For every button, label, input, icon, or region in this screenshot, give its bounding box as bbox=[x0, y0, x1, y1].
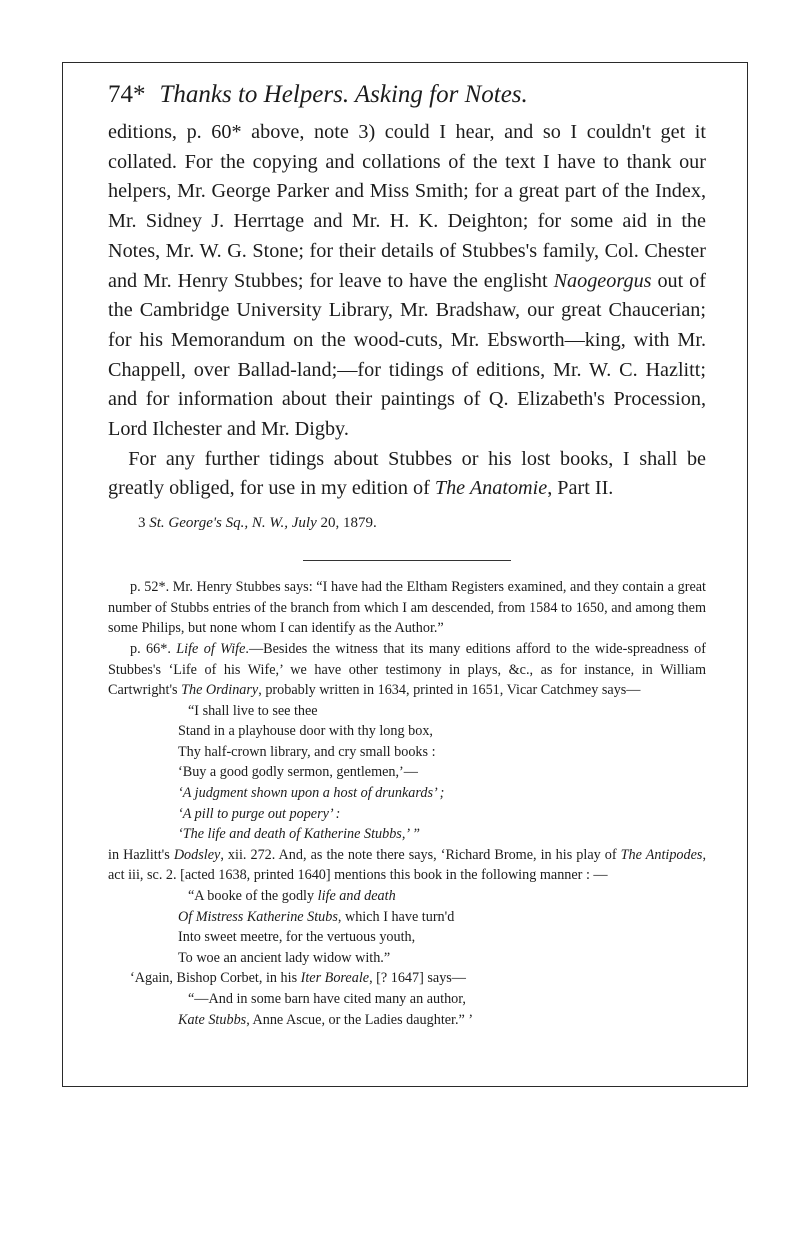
text-run: , act iii, sc. 2. [acted 1638, printed 1640] mentions this book in the following manner : — bbox=[108, 846, 706, 884]
italic-line: ‘A pill to purge out popery’ : bbox=[178, 805, 341, 822]
verse-line bbox=[188, 886, 706, 907]
verse-line: “I shall live to see thee bbox=[188, 702, 318, 719]
book-page bbox=[108, 78, 706, 1030]
note-p52: p. 52*. Mr. Henry Stubbes says: “I have had the Eltham Registers examined, and they contain a great number of Stubbs entries of the branch from which I am descended, from 1584 to 1650, and among them some Philips, but none whom I can identify as the Author.” bbox=[108, 579, 706, 637]
text-run: in Hazlitt's bbox=[108, 846, 174, 863]
verse-line: ‘Buy a good godly sermon, gentlemen,’— bbox=[178, 764, 418, 781]
text-run: , which I have turn'd bbox=[337, 908, 455, 925]
verse-line bbox=[178, 1010, 706, 1031]
note-corbet bbox=[108, 968, 706, 989]
note-hazlitt bbox=[108, 845, 706, 886]
verse-cartwright bbox=[178, 701, 706, 845]
verse-line bbox=[178, 783, 706, 804]
italic-title: life and death bbox=[317, 888, 396, 905]
text-run: , xii. 272. And, as the note there says, ‘Richard Brome, in his play of bbox=[220, 846, 621, 863]
text-run: , Anne Ascue, or the Ladies daughter.” ’ bbox=[246, 1011, 474, 1028]
text-run: out of the Cambridge University Library, Mr. Bradshaw, our great Chaucerian; for his Memorandum on the wood-cuts, Mr. Ebsworth—king, with Mr. Chappell, over Ballad-land;—for tidings of editions, Mr. W. C. Hazlitt; and for information about their paintings of Q. Elizabeth's Procession, Lord Ilchester and Mr. Digby. bbox=[108, 269, 706, 441]
signature-line bbox=[108, 508, 706, 538]
italic-title: The Anatomie bbox=[434, 477, 548, 500]
running-header bbox=[108, 78, 706, 112]
italic-line: ‘A judgment shown upon a host of drunkards’ ; bbox=[178, 785, 445, 802]
verse-line: Into sweet meetre, for the vertuous youth, bbox=[178, 929, 416, 946]
verse-line: “—And in some barn have cited many an author, bbox=[188, 991, 466, 1008]
divider-rule bbox=[303, 560, 511, 561]
signature-date: 20, 1879. bbox=[316, 515, 377, 532]
text-run: .—Besides the witness that its many editions afford to the wide-spreadness of Stubbes's ‘Life of his Wife,’ we have other testimony in plays, &c., as for instance, in William Cartwright's bbox=[108, 640, 706, 699]
italic-title: Dodsley bbox=[173, 846, 221, 863]
text-run: , probably written in 1634, printed in 1651, Vicar Catchmey says— bbox=[258, 682, 641, 699]
signature-place: St. George's Sq., N. W., July bbox=[149, 515, 317, 532]
italic-title: Kate Stubbs bbox=[178, 1011, 247, 1028]
italic-title: Naogeorgus bbox=[553, 269, 652, 292]
verse-brome bbox=[178, 886, 706, 968]
verse-line bbox=[178, 804, 706, 825]
verse-corbet bbox=[178, 989, 706, 1030]
verse-line bbox=[178, 907, 706, 928]
italic-title: Life of Wife bbox=[176, 640, 246, 657]
italic-title: The Ordinary bbox=[181, 682, 259, 699]
verse-line: Stand in a playhouse door with thy long box, bbox=[178, 723, 433, 740]
verse-line: To woe an ancient lady widow with.” bbox=[178, 949, 391, 966]
italic-title: The Antipodes bbox=[620, 846, 703, 863]
paragraph-request bbox=[108, 445, 706, 504]
verse-line bbox=[178, 824, 706, 845]
text-run: p. 66*. bbox=[130, 640, 177, 657]
text-run: “A booke of the godly bbox=[188, 888, 318, 905]
paragraph-acknowledgements bbox=[108, 118, 706, 445]
text-run: For any further tidings about Stubbes or his lost books, I shall be greatly obliged, for use in my edition of bbox=[108, 447, 706, 500]
note-p66 bbox=[108, 639, 706, 701]
running-title: Thanks to Helpers. Asking for Notes. bbox=[159, 81, 528, 108]
text-run: , [? 1647] says— bbox=[369, 970, 466, 987]
text-run: editions, p. 60* above, note 3) could I hear, and so I couldn't get it collated. For the copying and collations of the text I have to thank our helpers, Mr. George Parker and Miss Smith; for a great part of the Index, Mr. Sidney J. Herrtage and Mr. H. K. Deighton; for some aid in the Notes, Mr. W. G. Stone; for their details of Stubbes's family, Col. Chester and Mr. Henry Stubbes; for leave to have the englisht bbox=[108, 121, 706, 292]
verse-line: Thy half-crown library, and cry small books : bbox=[178, 743, 436, 760]
text-run: 3 bbox=[138, 515, 150, 532]
italic-title: Iter Boreale bbox=[300, 970, 370, 987]
page-number: 74* bbox=[108, 81, 146, 108]
text-run: , Part II. bbox=[547, 477, 614, 500]
italic-title: Of Mistress Katherine Stubs bbox=[178, 908, 338, 925]
text-run: ‘Again, Bishop Corbet, in his bbox=[130, 970, 301, 987]
italic-line: ‘The life and death of Katherine Stubbs,’ ” bbox=[178, 826, 420, 843]
